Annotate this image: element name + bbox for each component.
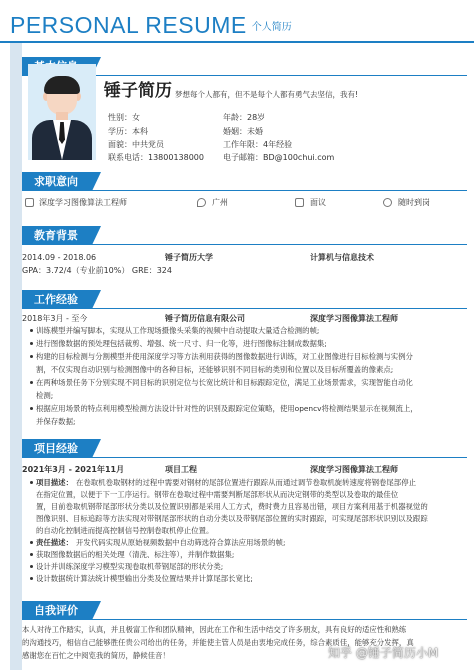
project-role: 深度学习图像算法工程师 [310, 465, 398, 474]
info-experience: 工作年限：4年经验 [223, 140, 293, 149]
resume-header [10, 8, 292, 38]
bullet [30, 407, 33, 410]
section-title-education: 教育背景 [22, 226, 92, 245]
briefcase-icon [25, 198, 34, 207]
candidate-name: 锤子简历 [104, 81, 172, 101]
section-education [22, 226, 467, 245]
project-desc-label: 项目描述： [36, 478, 73, 487]
project-line: 在指定位置，以便于下一工序运行。钢带在卷取过程中需要判断尾部形状从而决定钢带的类型以及卷取的最佳位 [36, 490, 399, 499]
section-title-work: 工作经验 [22, 290, 92, 309]
project-type: 项目工程 [165, 465, 197, 474]
work-line: 检测; [36, 391, 54, 400]
edu-gpa: GPA：3.72/4（专业前10%） GRE：324 [22, 266, 172, 275]
candidate-motto: 梦想每个人都有，但不是每个人都有勇气去坚信，我有! [175, 90, 359, 99]
clock-icon [383, 198, 392, 207]
section-job-intent [22, 172, 467, 191]
section-work [22, 290, 467, 309]
bullet [30, 553, 33, 556]
header-divider [0, 41, 474, 43]
bullet [30, 355, 33, 358]
location-icon [197, 198, 206, 207]
work-line: 训练模型并编写脚本，实现从工作现场摄像头采集的视频中自动提取大量适合检测的帧; [36, 326, 320, 335]
edu-major: 计算机与信息技术 [310, 253, 374, 262]
work-period: 2018年3月 - 至今 [22, 314, 88, 323]
bullet [30, 329, 33, 332]
edu-period: 2014.09 - 2018.06 [22, 253, 97, 262]
project-bullet: 设计并训练深度学习模型实现卷取机带钢尾部的形状分类; [36, 562, 224, 571]
zhihu-watermark: 知乎 @锤子简历小M [328, 646, 439, 660]
bullet [30, 342, 33, 345]
project-line: 的自动化控制进而提高控制信号控制卷取机停止位置。 [36, 526, 214, 535]
project-line: 置，目前卷取机钢带尾部形状分类以及位置识别都是采用人工方式，费时费力且容易出错，项目方案利用基于机器视觉的 [36, 502, 428, 511]
resume-title: PERSONAL RESUME [10, 12, 247, 38]
info-age: 年龄：28岁 [223, 113, 266, 122]
bullet [30, 577, 33, 580]
bullet [30, 541, 33, 544]
section-self-evaluation [22, 601, 467, 620]
intent-availability: 随时到岗 [398, 198, 430, 207]
work-line: 在两种场景任务下分别实现不同目标的识别定位与长宽比统计和目标跟踪定位，满足工业场景需求，实现智能自动化 [36, 378, 413, 387]
work-line: 根据应用场景的特点利用模型检测方法设计针对性的识别及跟踪定位策略，使用opencv将检测结果显示在视频流上， [36, 404, 418, 413]
info-phone: 联系电话：13800138000 [108, 153, 204, 162]
resume-subtitle: 个人简历 [251, 22, 292, 33]
project-line: 图像识别、目标追踪等方法实现对带钢尾部形状的自动分类以及带钢尾部位置的实时跟踪，可实现尾部形状识别以及跟踪 [36, 514, 428, 523]
work-line: 并保存数据; [36, 417, 76, 426]
section-title-project: 项目经验 [22, 439, 92, 458]
section-project [22, 439, 467, 458]
work-line: 进行图像数据的预处理包括裁剪、增强、统一尺寸、归一化等，进行图像标注制成数据集; [36, 339, 327, 348]
project-duty: 开发代码实现从原始视频数据中自动筛选符合算法应用场景的帧; [76, 538, 286, 547]
salary-icon [295, 198, 304, 207]
self-line: 感谢您在百忙之中阅览我的简历，静候佳音！ [22, 651, 170, 660]
intent-position: 深度学习图像算法工程师 [39, 198, 127, 207]
bullet [30, 481, 33, 484]
project-period: 2021年3月 - 2021年11月 [22, 465, 125, 474]
self-line: 本人对待工作踏实，认真，并且极富工作和团队精神，因此在工作和生活中结交了许多朋友，具有良好的适应性和熟练 [22, 625, 407, 634]
section-title-self: 自我评价 [22, 601, 92, 620]
intent-salary: 面议 [310, 198, 326, 207]
info-politics: 面貌：中共党员 [108, 140, 164, 149]
bullet [30, 381, 33, 384]
project-duty-label: 责任描述： [36, 538, 73, 547]
self-line: 的沟通技巧，相信自己能够胜任贵公司给出的任务，并能使主管人员是由衷地完成任务，综合素质佳，能够充分发挥，真 [22, 638, 414, 647]
intent-city: 广州 [212, 198, 228, 207]
info-education: 学历：本科 [108, 127, 148, 136]
edu-school: 锤子简历大学 [165, 253, 213, 262]
left-decor-stripe [10, 43, 22, 670]
info-email: 电子邮箱：BD@100chui.com [223, 153, 335, 162]
bullet [30, 565, 33, 568]
work-line: 割，不仅实现自动识别与检测图像中的各种目标，还能够识别不同目标的类别和位置以及目标所覆盖的像素点; [36, 365, 394, 374]
project-bullet: 获取图像数据后的相关处理（清洗、标注等），并制作数据集; [36, 550, 235, 559]
info-marital: 婚姻：未婚 [223, 127, 263, 136]
info-gender: 性别：女 [108, 113, 140, 122]
project-bullet: 设计数据统计算法统计模型输出分类及位置结果并计算尾部长宽比; [36, 574, 253, 583]
project-line: 在卷取机卷取钢材的过程中需要对钢材的尾部位置进行跟踪从而通过调节卷取机旋转速度将钢卷尾部停止 [76, 478, 416, 487]
work-line: 构建的目标检测与分割模型并使用深度学习等方法利用获得的图像数据进行训练，对工业图像进行目标检测与实例分 [36, 352, 413, 361]
work-role: 深度学习图像算法工程师 [310, 314, 398, 323]
avatar [28, 64, 96, 160]
work-company: 锤子简历信息有限公司 [165, 314, 245, 323]
section-title-intent: 求职意向 [22, 172, 92, 191]
